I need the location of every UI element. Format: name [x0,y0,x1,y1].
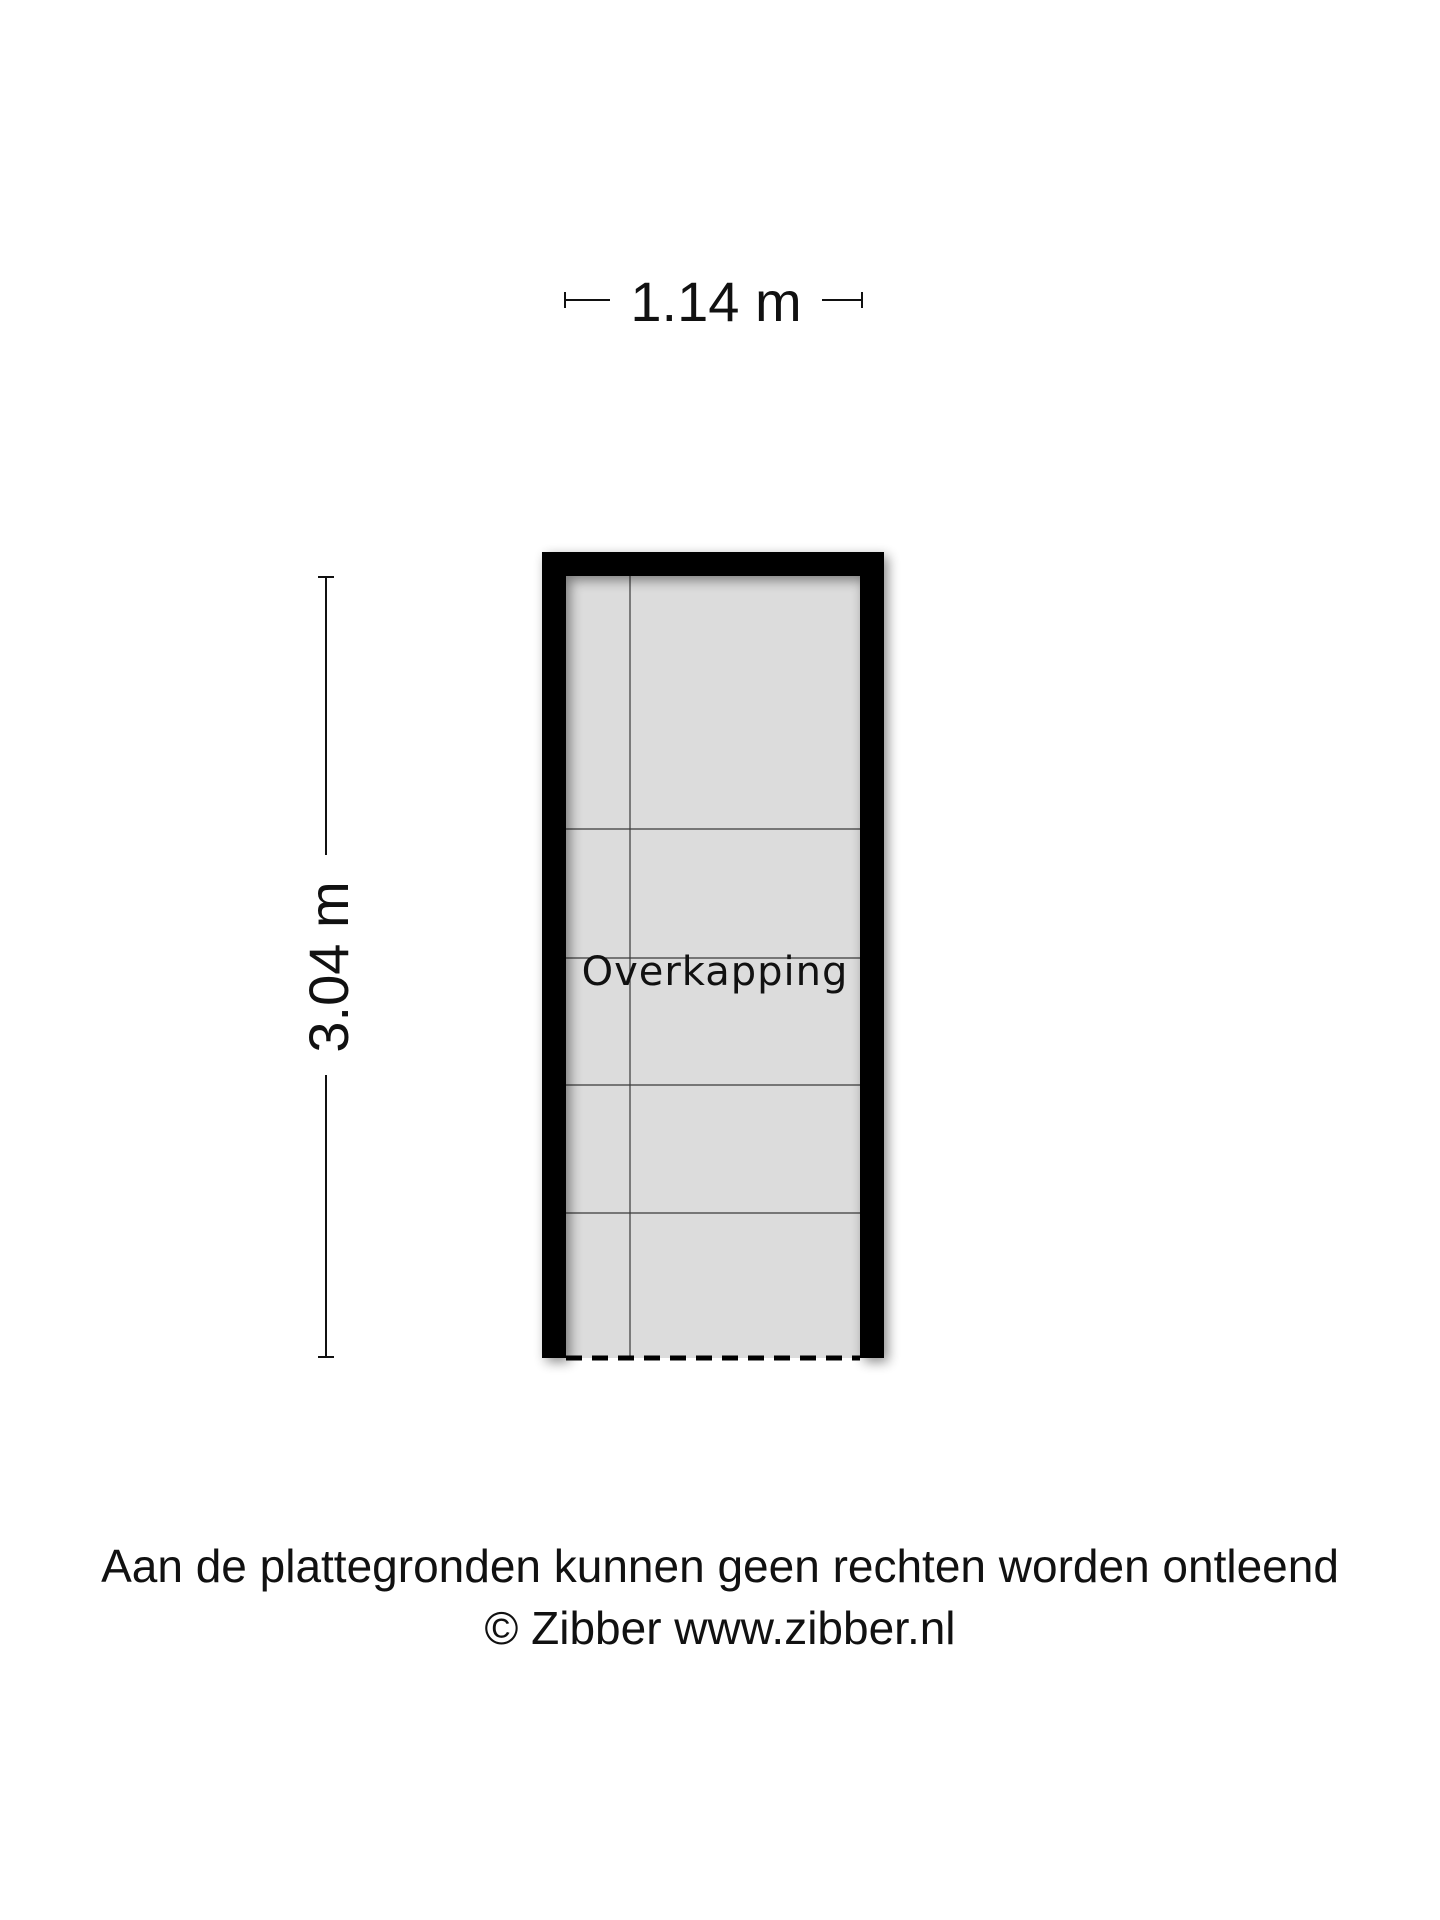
disclaimer-text: Aan de plattegronden kunnen geen rechten worden ontleend [101,1540,1339,1592]
room-overkapping [542,552,888,1362]
width-dimension [565,270,862,333]
copyright-text: © Zibber www.zibber.nl [484,1602,956,1654]
footer [0,1535,1440,1659]
width-dimension-label: 1.14 m [630,270,802,333]
height-dimension [297,577,360,1357]
height-dimension-label: 3.04 m [297,881,360,1053]
room-label: Overkapping [581,949,849,995]
